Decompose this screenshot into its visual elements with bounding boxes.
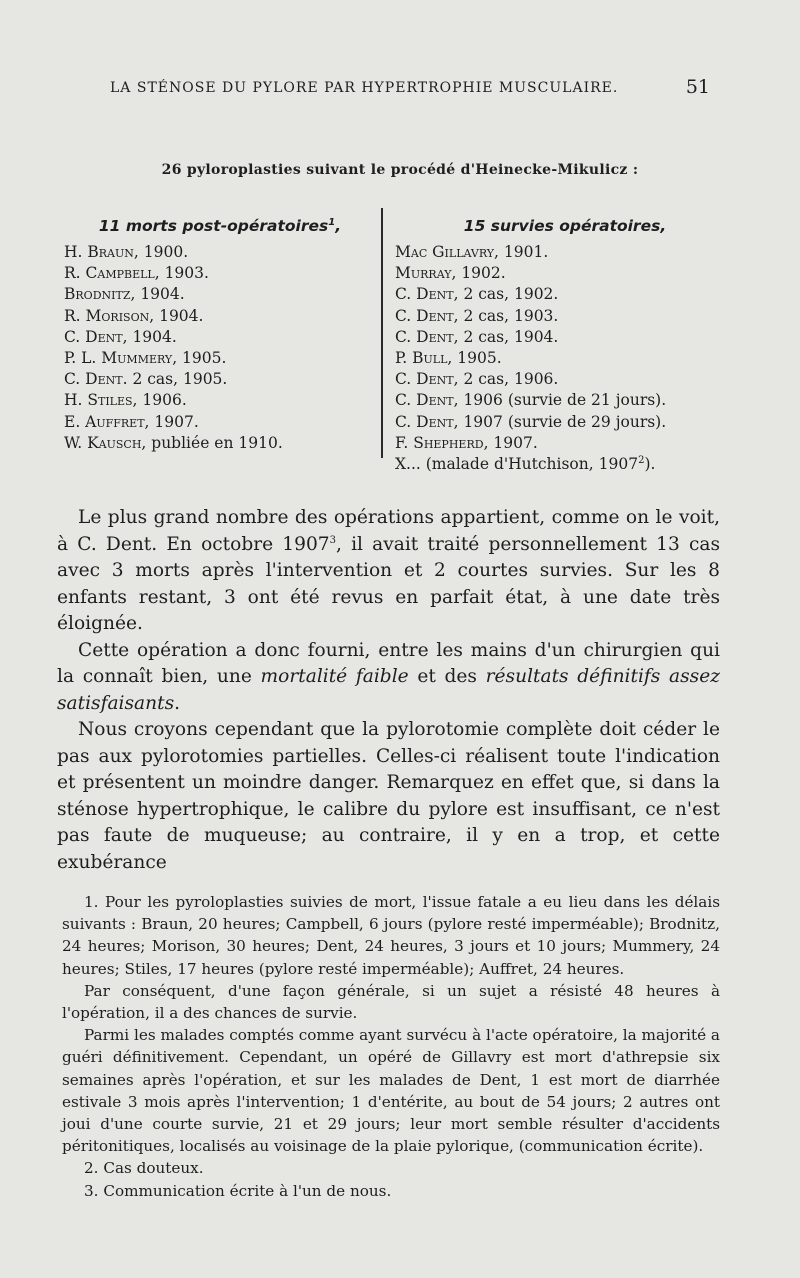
footnote-ref-1: 1 (328, 216, 336, 228)
list-item: C. Dent, 1904. (64, 327, 177, 346)
list-item: H. Braun, 1900. (64, 243, 189, 261)
running-title: LA STÉNOSE DU PYLORE PAR HYPERTROPHIE MUSCULAIRE. (110, 80, 619, 96)
section-heading: 26 pyloroplasties suivant le procédé d'Heinecke-Mikulicz : (161, 162, 639, 178)
list-item: C. Dent, 2 cas, 1902. (395, 285, 559, 304)
list-item: P. L. Mummery, 1905. (64, 348, 227, 367)
list-item: Murray, 1902. (395, 264, 506, 283)
paragraph: Cette opération a donc fourni, entre les mains d'un chirurgien qui la connaît bien, une mortalité faible et des résultats définitifs assez satisfaisants. (57, 639, 721, 714)
survivals-column (395, 215, 735, 475)
list-item: E. Auffret, 1907. (64, 412, 199, 431)
footnote-2: 2. Cas douteux. (84, 1159, 204, 1178)
list-item: C. Dent, 2 cas, 1903. (395, 306, 559, 325)
column-divider (381, 208, 383, 458)
list-item: H. Stiles, 1906. (64, 391, 187, 410)
page-number: 51 (685, 76, 710, 98)
list-item: R. Campbell, 1903. (64, 264, 209, 283)
paragraph: Le plus grand nombre des opérations appartient, comme on le voit, à C. Dent. En octobre 1907$^3$, il avait traité personnellement 13 cas avec 3 morts après l'intervention et 2 courtes survies. Sur les 8 enfants restant, 3 ont été revus en parfait état, à une date très éloignée. (57, 507, 720, 634)
survivals-list (395, 242, 735, 475)
footnote-1-continuation: Parmi les malades comptés comme ayant survécu à l'acte opératoire, la majorité a guéri définitivement. Cependant, un opéré de Gillavry est mort d'athrepsie six semaines après l'opération, et sur les malades de Dent, 1 est mort de diarrhée estivale 3 mois après l'intervention; 1 d'entérite, au bout de 54 jours; 2 autres ont joui d'une courte survie, 21 et 29 jours; leur mort semble résulter d'accidents péritonitiques, localisés au voisinage de la plaie pylorique, (communication écrite). (62, 1026, 720, 1156)
footnotes (62, 891, 720, 1202)
list-item: C. Dent, 1907 (survie de 29 jours). (395, 412, 667, 431)
body-paragraphs-2 (57, 717, 720, 876)
paragraph: Nous croyons cependant que la pylorotomie complète doit céder le pas aux pylorotomies partielles. Celles-ci réalisent toute l'indication et présentent un moindre danger. Remarquez en effet que, si dans la sténose hypertrophique, le calibre du pylore est insuffisant, ce n'est pas faute de muqueuse; au contraire, il y en a trop, et cette exubérance (57, 719, 720, 873)
list-item: F. Shepherd, 1907. (395, 433, 538, 452)
footnote-3: 3. Communication écrite à l'un de nous. (84, 1181, 392, 1200)
survivals-column-title: 15 survies opératoires, (463, 217, 667, 235)
list-item: P. Bull, 1905. (395, 348, 502, 367)
list-item: X... (malade d'Hutchison, 1907$^2$). (395, 454, 656, 473)
list-item: C. Dent, 2 cas, 1906. (395, 370, 559, 389)
footnote-1-continuation: Par conséquent, d'une façon générale, si un sujet a résisté 48 heures à l'opération, il a des chances de survie. (62, 981, 720, 1023)
footnote-1: 1. Pour les pyroloplasties suivies de mort, l'issue fatale a eu lieu dans les délais suivants : Braun, 20 heures; Campbell, 6 jours (pylore resté imperméable); Brodnitz, 24 heures; Morison, 30 heures; Dent, 24 heures, 3 jours et 10 jours; Mummery, 24 heures; Stiles, 17 heures (pylore resté imperméable); Auffret, 24 heures. (62, 893, 720, 978)
footnote-ref-2: 2 (638, 454, 645, 466)
body-paragraphs-1 (57, 505, 720, 717)
list-item: Brodnitz, 1904. (64, 285, 185, 304)
list-item: R. Morison, 1904. (64, 306, 204, 325)
list-item: C. Dent. 2 cas, 1905. (64, 370, 228, 389)
list-item: C. Dent, 1906 (survie de 21 jours). (395, 391, 667, 410)
list-item: Mac Gillavry, 1901. (395, 243, 549, 261)
deaths-column-title: 11 morts post-opératoires$^1$, (98, 216, 342, 235)
deaths-column (64, 215, 376, 454)
footnote-ref-3: 3 (329, 534, 337, 546)
deaths-list (64, 242, 376, 454)
list-item: W. Kausch, publiée en 1910. (64, 433, 283, 452)
list-item: C. Dent, 2 cas, 1904. (395, 327, 559, 346)
